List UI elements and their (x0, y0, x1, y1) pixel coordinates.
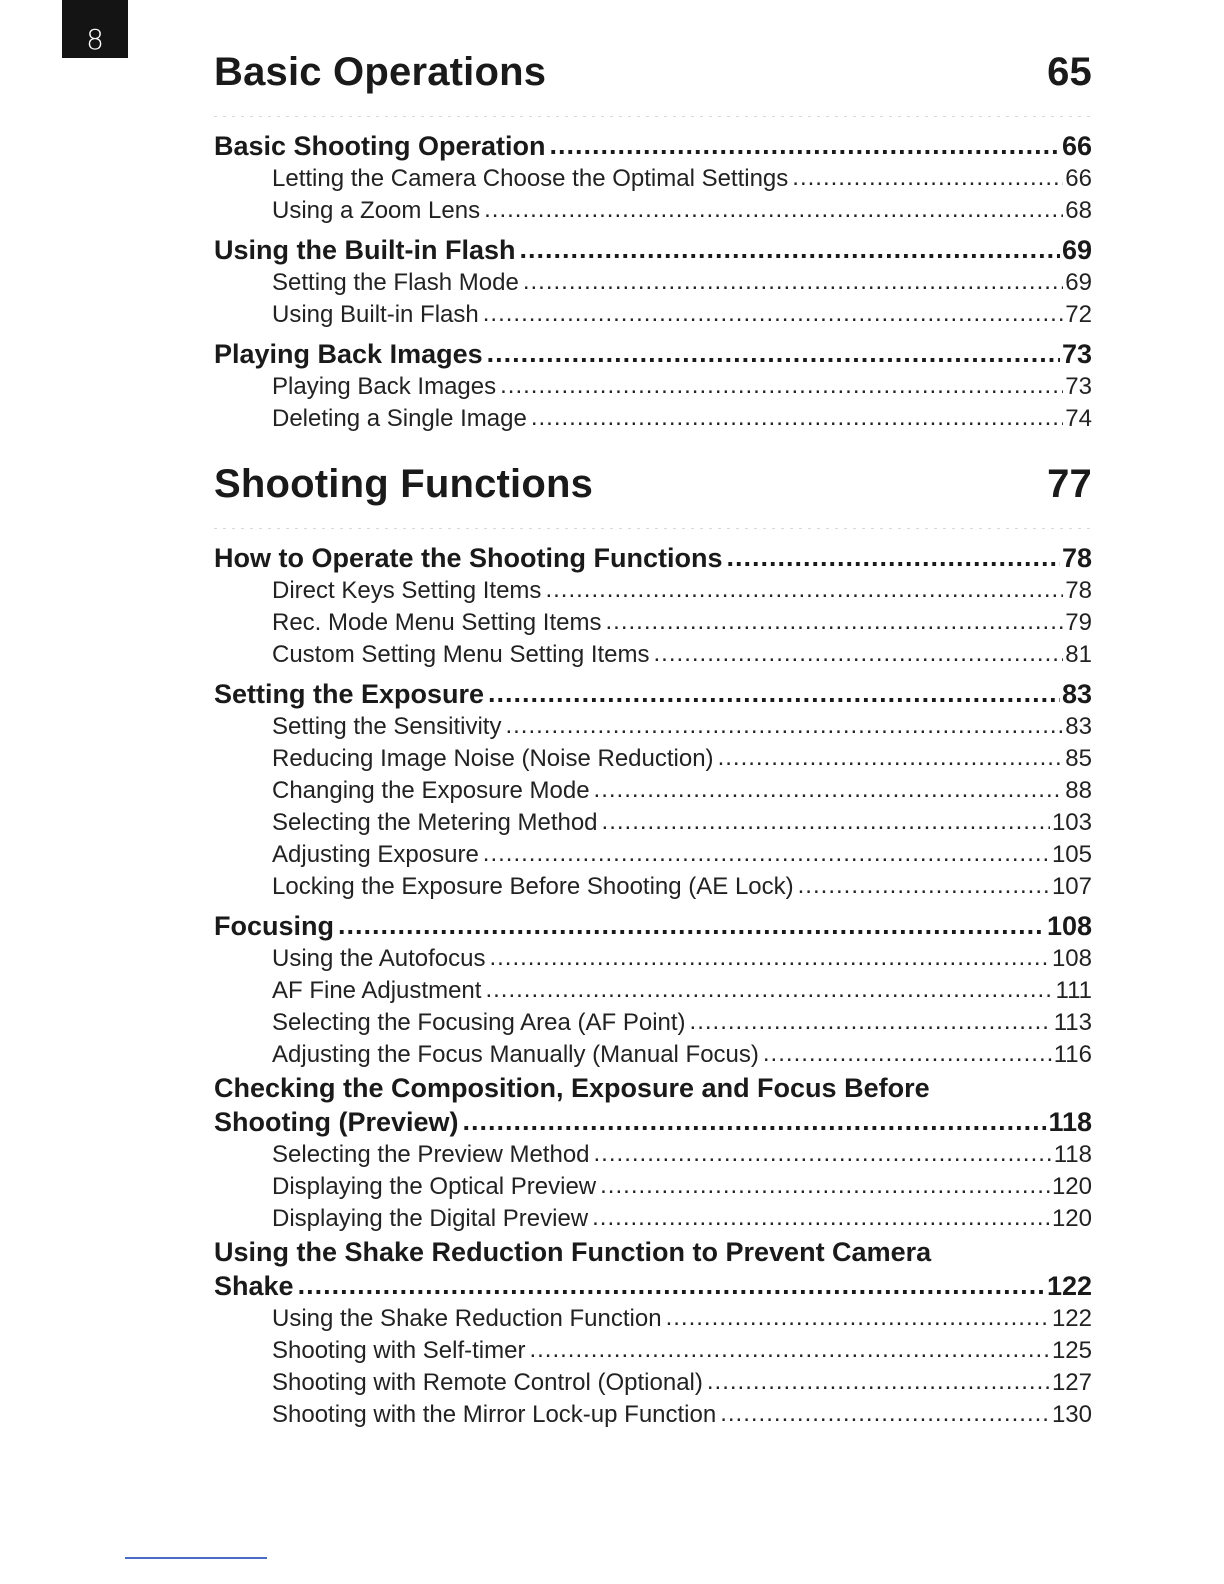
toc-subentry[interactable] (214, 639, 1092, 671)
dot-leader (798, 870, 1050, 902)
toc-subentry-title: Displaying the Digital Preview (272, 1205, 589, 1232)
toc-subentry-title: Selecting the Focusing Area (AF Point) (272, 1009, 686, 1036)
toc-subentry[interactable] (214, 1335, 1092, 1367)
dot-leader (594, 1138, 1052, 1170)
toc-subentry[interactable] (214, 575, 1092, 607)
toc-subentry[interactable] (214, 807, 1092, 839)
toc-entry[interactable] (214, 677, 1092, 711)
toc-subentry[interactable] (214, 1399, 1092, 1431)
dot-leader (531, 402, 1063, 434)
dot-leader (594, 774, 1064, 806)
toc-entry[interactable] (214, 909, 1092, 943)
dot-leader (726, 540, 1059, 574)
toc-subentry-page: 107 (1051, 873, 1092, 900)
toc-entry-title: Focusing (214, 911, 334, 941)
toc-subentry-title: Selecting the Metering Method (272, 809, 598, 836)
section-page: 65 (1047, 50, 1092, 94)
toc-subentry[interactable] (214, 839, 1092, 871)
toc-subentry[interactable] (214, 943, 1092, 975)
dot-leader (487, 336, 1060, 370)
toc-entry-title: Shooting (Preview) (214, 1107, 459, 1137)
toc-entry-title: Setting the Exposure (214, 679, 485, 709)
dot-leader (707, 1366, 1050, 1398)
toc-subentry-title: Shooting with the Mirror Lock-up Function (272, 1401, 717, 1428)
toc-subentry-page: 120 (1051, 1205, 1092, 1232)
toc-entry[interactable] (214, 541, 1092, 575)
dot-leader (488, 676, 1060, 710)
toc-subentry-title: Shooting with Remote Control (Optional) (272, 1369, 703, 1396)
toc-subentry[interactable] (214, 775, 1092, 807)
toc-subentry-page: 125 (1051, 1337, 1092, 1364)
toc-subentry-page: 118 (1053, 1141, 1092, 1168)
toc-entry-page: 118 (1048, 1107, 1092, 1137)
toc-subentry-title: Adjusting Exposure (272, 841, 479, 868)
toc-subentry[interactable] (214, 403, 1092, 435)
toc-subentry-page: 79 (1065, 609, 1092, 636)
toc-subentry[interactable] (214, 743, 1092, 775)
toc-subentry-page: 68 (1065, 197, 1092, 224)
toc-subentry-page: 69 (1065, 269, 1092, 296)
toc-subentry-page: 113 (1053, 1009, 1092, 1036)
toc-subentry[interactable] (214, 1139, 1092, 1171)
toc-entry-page: 66 (1061, 131, 1092, 161)
dot-leader (718, 742, 1064, 774)
dot-leader (520, 232, 1060, 266)
toc-subentry[interactable] (214, 195, 1092, 227)
dot-leader (545, 574, 1063, 606)
toc-subentry-page: 105 (1051, 841, 1092, 868)
dot-leader (485, 974, 1053, 1006)
toc-subentry-title: Setting the Sensitivity (272, 713, 502, 740)
toc-entry[interactable] (214, 233, 1092, 267)
toc-subentry-title: Deleting a Single Image (272, 405, 527, 432)
section-heading[interactable] (214, 48, 1092, 96)
toc-subentry-title: Direct Keys Setting Items (272, 577, 542, 604)
table-of-contents (214, 460, 1092, 1431)
dot-leader (720, 1398, 1050, 1430)
toc-subentry-page: 66 (1065, 165, 1092, 192)
dot-leader (592, 1202, 1050, 1234)
toc-subentry-title: Custom Setting Menu Setting Items (272, 641, 650, 668)
toc-subentry[interactable] (214, 1171, 1092, 1203)
page-number-tab: 8 (62, 0, 128, 58)
toc-subentry[interactable] (214, 1039, 1092, 1071)
toc-subentry-page: 85 (1065, 745, 1092, 772)
toc-subentry[interactable] (214, 1203, 1092, 1235)
toc-subentry-title: Letting the Camera Choose the Optimal Settings (272, 165, 789, 192)
toc-subentry-title: AF Fine Adjustment (272, 977, 482, 1004)
toc-subentry-page: 83 (1065, 713, 1092, 740)
toc-subentry-title: Playing Back Images (272, 373, 497, 400)
toc-subentry-title: Reducing Image Noise (Noise Reduction) (272, 745, 714, 772)
toc-subentry-page: 81 (1065, 641, 1092, 668)
toc-entry-title: How to Operate the Shooting Functions (214, 543, 723, 573)
toc-subentry-page: 130 (1051, 1401, 1092, 1428)
toc-entry-page: 108 (1046, 911, 1092, 941)
toc-subentry-title: Using Built-in Flash (272, 301, 479, 328)
section-divider (214, 528, 1092, 529)
toc-subentry[interactable] (214, 267, 1092, 299)
dot-leader (489, 942, 1049, 974)
toc-subentry-page: 116 (1053, 1041, 1092, 1068)
toc-entry-page: 83 (1061, 679, 1092, 709)
dot-leader (550, 128, 1060, 162)
toc-subentry-title: Adjusting the Focus Manually (Manual Focus) (272, 1041, 759, 1068)
dot-leader (298, 1268, 1045, 1302)
toc-subentry-page: 74 (1065, 405, 1092, 432)
dot-leader (529, 1334, 1050, 1366)
toc-subentry[interactable] (214, 711, 1092, 743)
dot-leader (500, 370, 1063, 402)
section-title: Shooting Functions (214, 462, 594, 506)
toc-entry-page: 78 (1061, 543, 1092, 573)
toc-subentry[interactable] (214, 1007, 1092, 1039)
toc-subentry-title: Changing the Exposure Mode (272, 777, 590, 804)
toc-entry-page: 122 (1046, 1271, 1092, 1301)
dot-leader (484, 194, 1063, 226)
toc-subentry[interactable] (214, 1303, 1092, 1335)
toc-subentry[interactable] (214, 1367, 1092, 1399)
toc-subentry[interactable] (214, 371, 1092, 403)
toc-subentry-title: Shooting with Self-timer (272, 1337, 526, 1364)
toc-subentry-page: 111 (1055, 977, 1092, 1004)
toc-subentry-title: Using the Shake Reduction Function (272, 1305, 662, 1332)
toc-subentry-page: 103 (1051, 809, 1092, 836)
toc-subentry-page: 88 (1065, 777, 1092, 804)
toc-subentry-page: 73 (1065, 373, 1092, 400)
toc-entry[interactable] (214, 129, 1092, 163)
toc-entry[interactable] (214, 1105, 1092, 1139)
toc-entry[interactable] (214, 337, 1092, 371)
dot-leader (600, 1170, 1050, 1202)
toc-entry-page: 73 (1061, 339, 1092, 369)
toc-subentry-page: 72 (1065, 301, 1092, 328)
dot-leader (338, 908, 1045, 942)
toc-subentry-title: Using a Zoom Lens (272, 197, 481, 224)
dot-leader (463, 1104, 1047, 1138)
table-of-contents (214, 48, 1092, 435)
footer-rule (125, 1557, 267, 1559)
dot-leader (666, 1302, 1050, 1334)
toc-subentry-page: 108 (1051, 945, 1092, 972)
toc-entry-title: Using the Built-in Flash (214, 235, 516, 265)
toc-subentry-title: Selecting the Preview Method (272, 1141, 590, 1168)
toc-subentry[interactable] (214, 871, 1092, 903)
toc-subentry-title: Displaying the Optical Preview (272, 1173, 597, 1200)
toc-subentry-title: Using the Autofocus (272, 945, 486, 972)
toc-entry-title: Shake (214, 1271, 294, 1301)
dot-leader (605, 606, 1063, 638)
toc-subentry-page: 120 (1051, 1173, 1092, 1200)
toc-entry[interactable] (214, 1269, 1092, 1303)
dot-leader (654, 638, 1064, 670)
dot-leader (792, 162, 1063, 194)
toc-subentry-title: Rec. Mode Menu Setting Items (272, 609, 602, 636)
toc-subentry[interactable] (214, 163, 1092, 195)
toc-subentry-title: Locking the Exposure Before Shooting (AE Lock) (272, 873, 794, 900)
toc-subentry-page: 127 (1051, 1369, 1092, 1396)
toc-subentry-page: 122 (1051, 1305, 1092, 1332)
toc-entry-title: Playing Back Images (214, 339, 483, 369)
section-heading[interactable] (214, 460, 1092, 508)
toc-subentry-title: Setting the Flash Mode (272, 269, 519, 296)
toc-entry-page: 69 (1061, 235, 1092, 265)
dot-leader (483, 298, 1064, 330)
section-page: 77 (1047, 462, 1092, 506)
section-title: Basic Operations (214, 50, 547, 94)
dot-leader (763, 1038, 1052, 1070)
dot-leader (523, 266, 1063, 298)
dot-leader (602, 806, 1050, 838)
toc-subentry[interactable] (214, 299, 1092, 331)
toc-subentry[interactable] (214, 975, 1092, 1007)
toc-subentry[interactable] (214, 607, 1092, 639)
dot-leader (690, 1006, 1052, 1038)
section-divider (214, 116, 1092, 117)
toc-entry-title-line1[interactable]: Using the Shake Reduction Function to Prevent Camera (214, 1237, 932, 1267)
dot-leader (505, 710, 1063, 742)
toc-entry-title-line1[interactable]: Checking the Composition, Exposure and Focus Before (214, 1073, 930, 1103)
toc-entry-title: Basic Shooting Operation (214, 131, 546, 161)
toc-subentry-page: 78 (1065, 577, 1092, 604)
dot-leader (483, 838, 1050, 870)
